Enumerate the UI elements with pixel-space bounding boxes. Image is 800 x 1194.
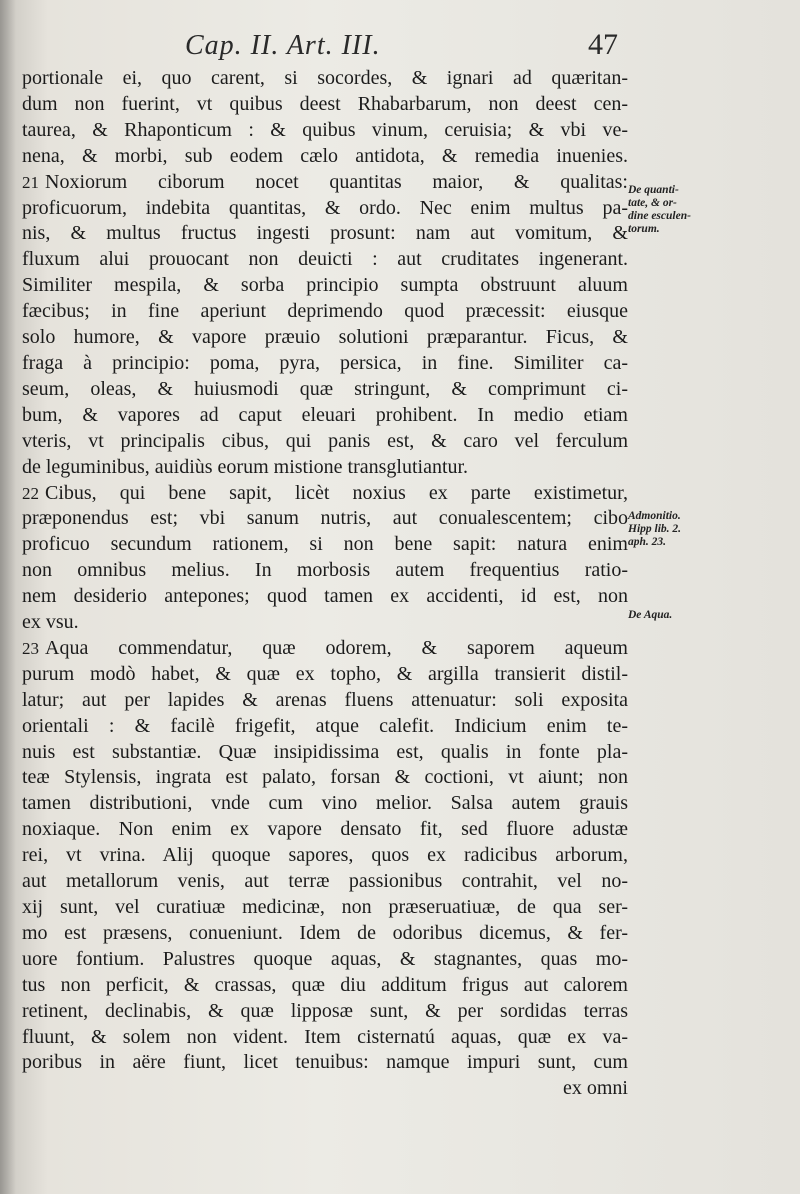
text-line: de leguminibus, auidiùs eorum mistione transglutiantur.: [22, 455, 469, 478]
text-line: nuis est substantiæ. Quæ insipidissima est, qualis in fonte pla-: [22, 740, 628, 763]
text-line: vteris, vt principalis cibus, qui panis est, & caro vel ferculum: [22, 429, 628, 452]
text-line: poribus in aëre fiunt, licet tenuibus: namque impuri sunt, cum: [22, 1051, 628, 1074]
text-line: teæ Stylensis, ingrata est palato, forsan & coctioni, vt aiunt; non: [22, 766, 628, 789]
running-head: [0, 26, 800, 66]
text-line: xij sunt, vel curatiuæ medicinæ, non præseruatiuæ, de qua ser-: [22, 896, 628, 918]
text-line: nena, & morbi, sub eodem cælo antidota, & remedia inuenies.: [22, 144, 628, 167]
margin-note-quantity: De quanti- tate, & or- dine esculen- torum.: [628, 184, 691, 235]
text-line: tus non perficit, & crassas, quæ diu additum frigus aut calorem: [22, 973, 628, 996]
text-line-section-22: 22 Cibus, qui bene sapit, licèt noxius ex parte existimetur,: [22, 481, 628, 504]
text-line: mo est præsens, conueniunt. Idem de odoribus dicemus, & fer-: [22, 921, 628, 944]
text-line: Similiter mespila, & sorba principio sumpta obstruunt aluum: [22, 274, 628, 297]
text-line: purum modò habet, & quæ ex topho, & argilla transierit distil-: [22, 662, 628, 685]
text-line: aut metallorum venis, aut terræ passionibus contrahit, vel no-: [22, 870, 628, 893]
text-line: præponendus est; vbi sanum nutris, aut conualescentem; cibo: [22, 507, 628, 530]
section-number: 21: [22, 172, 39, 192]
margin-note-water: De Aqua.: [628, 609, 673, 621]
text-line: proficuorum, indebita quantitas, & ordo. Nec enim multus pa-: [22, 196, 628, 219]
text-line: nem desiderio antepones; quod tamen ex accidenti, id est, non: [22, 585, 628, 608]
text-line: retinent, declinabis, & quæ lipposæ sunt, & per sordidas terras: [22, 999, 628, 1022]
text-line: seum, oleas, & huiusmodi quæ stringunt, & comprimunt ci-: [22, 377, 628, 400]
text-line: nis, & multus fructus ingesti prosunt: nam aut vomitum, &: [22, 222, 628, 245]
text-line: noxiaque. Non enim ex vapore densato fit, sed fluore adustæ: [22, 818, 628, 841]
text-line: orientali : & facilè frigefit, atque calefit. Indicium enim te-: [22, 714, 628, 737]
text-line: fluunt, & solem non vident. Item cisternatú aquas, quæ ex va-: [22, 1025, 628, 1048]
section-number: 22: [22, 483, 39, 503]
text-line-section-23: 23 Aqua commendatur, quæ odorem, & saporem aqueum: [22, 636, 628, 659]
text-line: bum, & vapores ad caput eleuari prohibent. In medio etiam: [22, 403, 628, 426]
text-line: solo humore, & vapore præuio solutioni præparantur. Ficus, &: [22, 326, 628, 349]
running-title: Cap. II. Art. III.: [185, 30, 381, 61]
page-number: 47: [588, 28, 618, 61]
text-line-section-21: 21 Noxiorum ciborum nocet quantitas maior, & qualitas:: [22, 170, 628, 193]
text-line: proficuo secundum rationem, si non bene sapit: natura enim: [22, 533, 628, 556]
catchword: ex omni: [563, 1077, 628, 1100]
text-line: tamen distributioni, vnde cum vino melior. Salsa autem grauis: [22, 792, 628, 815]
text-line: taurea, & Rhaponticum : & quibus vinum, ceruisia; & vbi ve-: [22, 118, 628, 141]
text-line: fraga à principio: poma, pyra, persica, in fine. Similiter ca-: [22, 351, 628, 374]
gutter-shadow: [0, 0, 16, 1194]
section-number: 23: [22, 638, 39, 658]
text-line: non omnibus melius. In morbosis autem frequentius ratio-: [22, 559, 628, 582]
text-line: rei, vt vrina. Alij quoque sapores, quos ex radicibus arborum,: [22, 844, 628, 867]
margin-note-admonition: Admonitio. Hipp lib. 2. aph. 23.: [628, 510, 682, 548]
text-line: latur; aut per lapides & arenas fluens attenuatur: soli exposita: [22, 688, 628, 711]
text-line: portionale ei, quo carent, si socordes, & ignari ad quæritan-: [22, 67, 628, 89]
text-line: ex vsu.: [22, 611, 79, 634]
text-line: uore fontium. Palustres quoque aquas, & stagnantes, quas mo-: [22, 947, 628, 970]
text-line: fluxum alui prouocant non deuicti : aut cruditates ingenerant.: [22, 248, 628, 271]
text-line: dum non fuerint, vt quibus deest Rhabarbarum, non deest cen-: [22, 92, 628, 115]
body-text: [22, 66, 628, 1102]
text-line: fæcibus; in fine aperiunt deprimendo quod præcessit: eiusque: [22, 300, 628, 323]
